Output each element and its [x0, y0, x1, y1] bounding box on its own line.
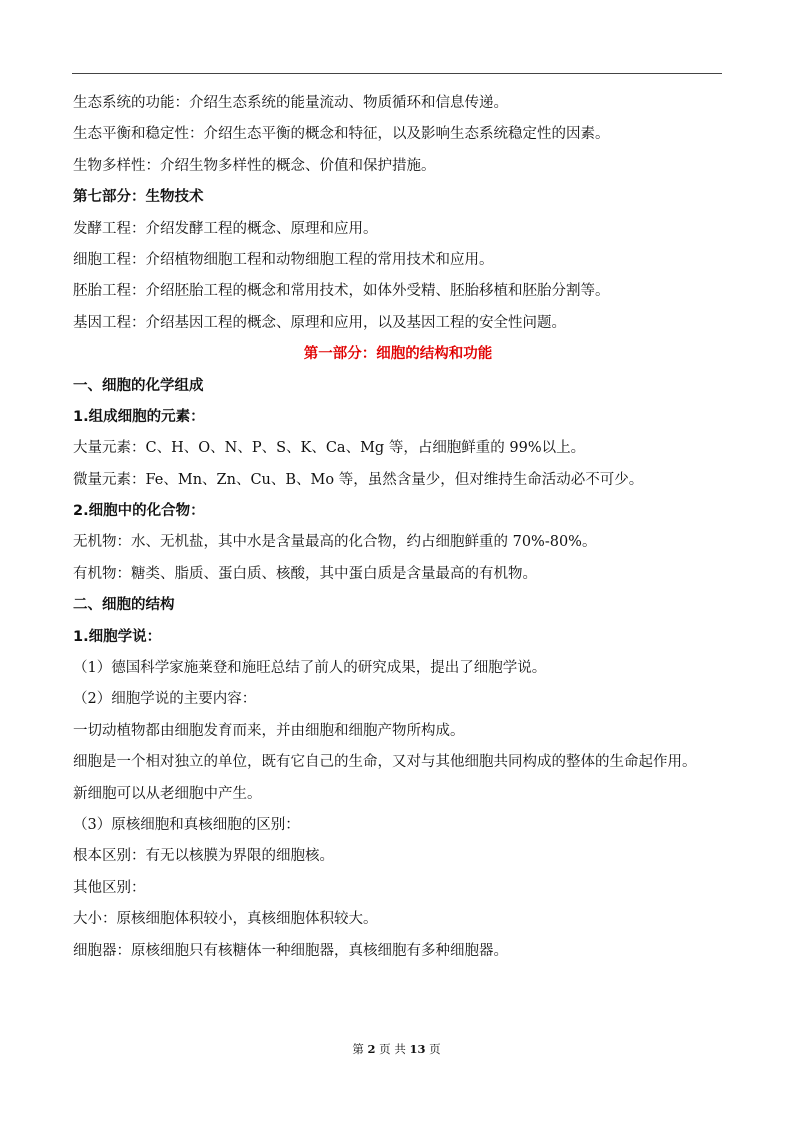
paragraph-fermentation-engineering: 发酵工程：介绍发酵工程的概念、原理和应用。 — [73, 220, 378, 237]
paragraph-theory-point-3: 新细胞可以从老细胞中产生。 — [73, 785, 262, 802]
footer-suffix: 页 — [429, 1042, 441, 1056]
paragraph-organic: 有机物：糖类、脂质、蛋白质、核酸，其中蛋白质是含量最高的有机物。 — [73, 565, 537, 582]
paragraph-ecosystem-function: 生态系统的功能：介绍生态系统的能量流动、物质循环和信息传递。 — [73, 95, 508, 111]
paragraph-cell-engineering: 细胞工程：介绍植物细胞工程和动物细胞工程的常用技术和应用。 — [73, 251, 494, 268]
paragraph-trace-elements: 微量元素：Fe、Mn、Zn、Cu、B、Mo 等，虽然含量少，但对维持生命活动必不可少。 — [73, 471, 644, 488]
paragraph-embryo-engineering: 胚胎工程：介绍胚胎工程的概念和常用技术，如体外受精、胚胎移植和胚胎分割等。 — [73, 283, 610, 300]
subheading-elements: 1.组成细胞的元素： — [73, 408, 205, 425]
heading-chemical-composition: 一、细胞的化学组成 — [73, 377, 204, 394]
paragraph-genetic-engineering: 基因工程：介绍基因工程的概念、原理和应用，以及基因工程的安全性问题。 — [73, 314, 566, 331]
paragraph-size-difference: 大小：原核细胞体积较小，真核细胞体积较大。 — [73, 911, 378, 928]
paragraph-inorganic: 无机物：水、无机盐，其中水是含量最高的化合物，约占细胞鲜重的 70%-80%。 — [73, 534, 597, 551]
footer-total-pages: 13 — [409, 1042, 426, 1056]
paragraph-theory-origin: （1）德国科学家施莱登和施旺总结了前人的研究成果，提出了细胞学说。 — [73, 660, 547, 677]
section-title-part-one: 第一部分：细胞的结构和功能 — [303, 346, 493, 363]
header-rule — [72, 73, 722, 74]
paragraph-theory-point-2: 细胞是一个相对独立的单位，既有它自己的生命，又对与其他细胞共同构成的整体的生命起作用。 — [73, 754, 697, 771]
paragraph-organelle-difference: 细胞器：原核细胞只有核糖体一种细胞器，真核细胞有多种细胞器。 — [73, 942, 508, 959]
page-footer — [0, 1041, 793, 1057]
paragraph-ecological-balance: 生态平衡和稳定性：介绍生态平衡的概念和特征，以及影响生态系统稳定性的因素。 — [73, 126, 610, 143]
footer-prefix: 第 — [352, 1042, 364, 1056]
paragraph-fundamental-difference: 根本区别：有无以核膜为界限的细胞核。 — [73, 848, 334, 865]
paragraph-prokaryote-eukaryote: （3）原核细胞和真核细胞的区别： — [73, 816, 300, 833]
subheading-cell-theory: 1.细胞学说： — [73, 628, 162, 645]
subheading-compounds: 2.细胞中的化合物： — [73, 503, 205, 520]
footer-middle: 页 共 — [379, 1042, 406, 1056]
heading-cell-structure: 二、细胞的结构 — [73, 597, 175, 614]
heading-part-seven: 第七部分：生物技术 — [73, 189, 204, 206]
footer-current-page: 2 — [367, 1042, 376, 1056]
paragraph-theory-point-1: 一切动植物都由细胞发育而来，并由细胞和细胞产物所构成。 — [73, 722, 465, 739]
paragraph-macro-elements: 大量元素：C、H、O、N、P、S、K、Ca、Mg 等，占细胞鲜重的 99%以上。 — [73, 440, 586, 457]
document-body — [73, 92, 723, 971]
paragraph-other-differences: 其他区别： — [73, 879, 146, 896]
paragraph-theory-content: （2）细胞学说的主要内容： — [73, 691, 257, 708]
paragraph-biodiversity: 生物多样性：介绍生物多样性的概念、价值和保护措施。 — [73, 157, 436, 174]
